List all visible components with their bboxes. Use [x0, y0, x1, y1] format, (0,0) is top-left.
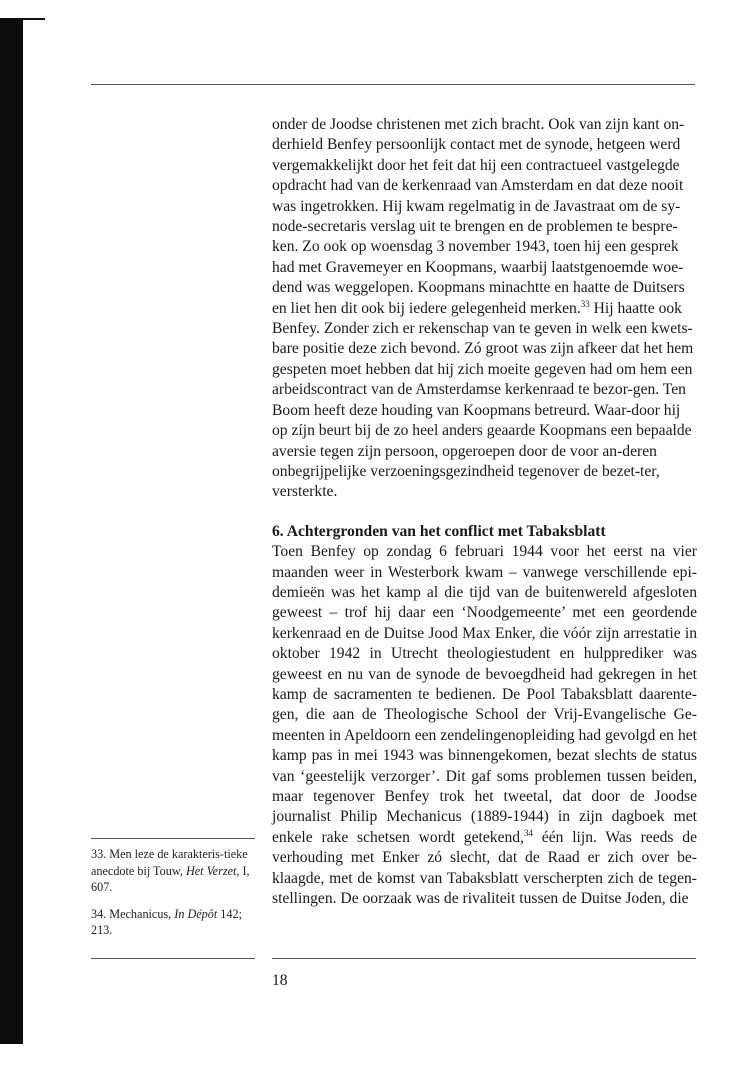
- footnote-ref-34[interactable]: 34: [524, 827, 533, 838]
- page-number: 18: [272, 972, 288, 989]
- footnote-number: 33.: [91, 847, 107, 861]
- footnote-34: [91, 906, 261, 939]
- footnotes: [91, 846, 261, 949]
- footnote-text-end: , I, 607.: [91, 863, 250, 895]
- footnote-text: Men leze de karakteris-tieke anecdote bij Touw,: [91, 847, 248, 878]
- section-heading: 6. Achtergronden van het conflict met Tabaksblatt: [272, 522, 606, 540]
- footnote-title: Het Verzet: [185, 863, 237, 878]
- body-paragraph-continued: Hij haatte ook Benfey. Zonder zich er rekenschap van te geven in welk een kwets-bare positie deze zich bevond. Zó groot was zijn afkeer dat het hem gespeten moet hebben dat hij zich moeite gegeven had om hem een arbeidscontract van de Amsterdamse kerkenraad te bezor-gen. Ten Boom heeft deze houding van Koopmans betreurd. Waar-door hij op zíjn beurt bij de zo heel anders geaarde Koopmans een bepaalde aversie tegen zijn persoon, opgeroepen door de voor an-deren onbegrijpelijke verzoeningsgezindheid tegenover de bezet-ter, versterkte.: [272, 299, 694, 501]
- header-rule: [91, 84, 695, 85]
- footnote-rule-top: [91, 838, 255, 839]
- section-text-part-1: Toen Benfey op zondag 6 februari 1944 voor het eerst na vier maanden weer in Westerbork kwam – vanwege verschillende epi-demieën was het kamp al die tijd van de buitenwereld afgesloten geweest – trof hij daar een ‘Noodgemeente’ met een geordende kerkenraad en de Duitse Jood Max Enker, die vóór zijn arrestatie in oktober 1942 in Utrecht theologiestudent en hulpprediker was geweest en nu van de synode de bevoegdheid had gekregen in het kamp de sacramenten te bedienen. De Pool Tabaksblatt daarente-gen, die aan de Theologische School der Vrij-Evangelische Ge-meenten in Apeldoorn een zendelingenopleiding had gevolgd en het kamp pas in mei 1943 was binnengekomen, bezat slechts de status van ‘geestelijk verzorger’. Dit gaf soms problemen tussen beiden, maar tegenover Benfey trok het tweetal, dat door de Joodse journalist Philip Mechanicus (1889-1944) in zijn dagboek met enkele rake schetsen wordt getekend,: [272, 543, 697, 846]
- main-text-column: [272, 115, 697, 909]
- footnote-33: [91, 846, 261, 896]
- body-paragraph-text: onder de Joodse christenen met zich bracht. Ook van zijn kant on-derhield Benfey persoonlijk contact met de synode, hetgeen werd vergemakkelijkt door het feit dat hij een contractueel vastgelegde opdracht had van de kerkenraad van Amsterdam en dat deze nooit was ingetrokken. Hij kwam regelmatig in de Javastraat om de sy-node-secretaris verslag uit te brengen en de problemen te bespre-ken. Zo ook op woensdag 3 november 1943, toen hij een gesprek had met Gravemeyer en Koopmans, waarbij laatstgenoemde woe-dend was weggelopen. Koopmans minachtte en haatte de Duitsers en liet hen dit ook bij iedere gelegenheid merken.: [272, 116, 685, 317]
- footer-rule: [272, 958, 696, 959]
- scan-edge-bar: [0, 18, 23, 1044]
- footnote-rule-bottom: [91, 958, 255, 959]
- footnote-text: Mechanicus,: [109, 906, 172, 921]
- footnote-number: 34.: [91, 906, 107, 921]
- footnote-text-end: 142; 213.: [91, 906, 242, 938]
- scan-edge-tick: [23, 18, 45, 20]
- footnote-title: In Dépôt: [174, 906, 218, 921]
- body-paragraph: [272, 115, 697, 503]
- section-paragraph: [272, 542, 697, 909]
- footnote-ref-33[interactable]: 33: [580, 298, 590, 309]
- section-text-part-2: één lijn. Was reeds de verhouding met Enker zó slecht, dat de Raad er zich over be-klaagde, met de komst van Tabaksblatt verscherpten zich de tegen-stellingen. De oorzaak was de rivaliteit tussen de Duitse Joden, die: [272, 828, 697, 908]
